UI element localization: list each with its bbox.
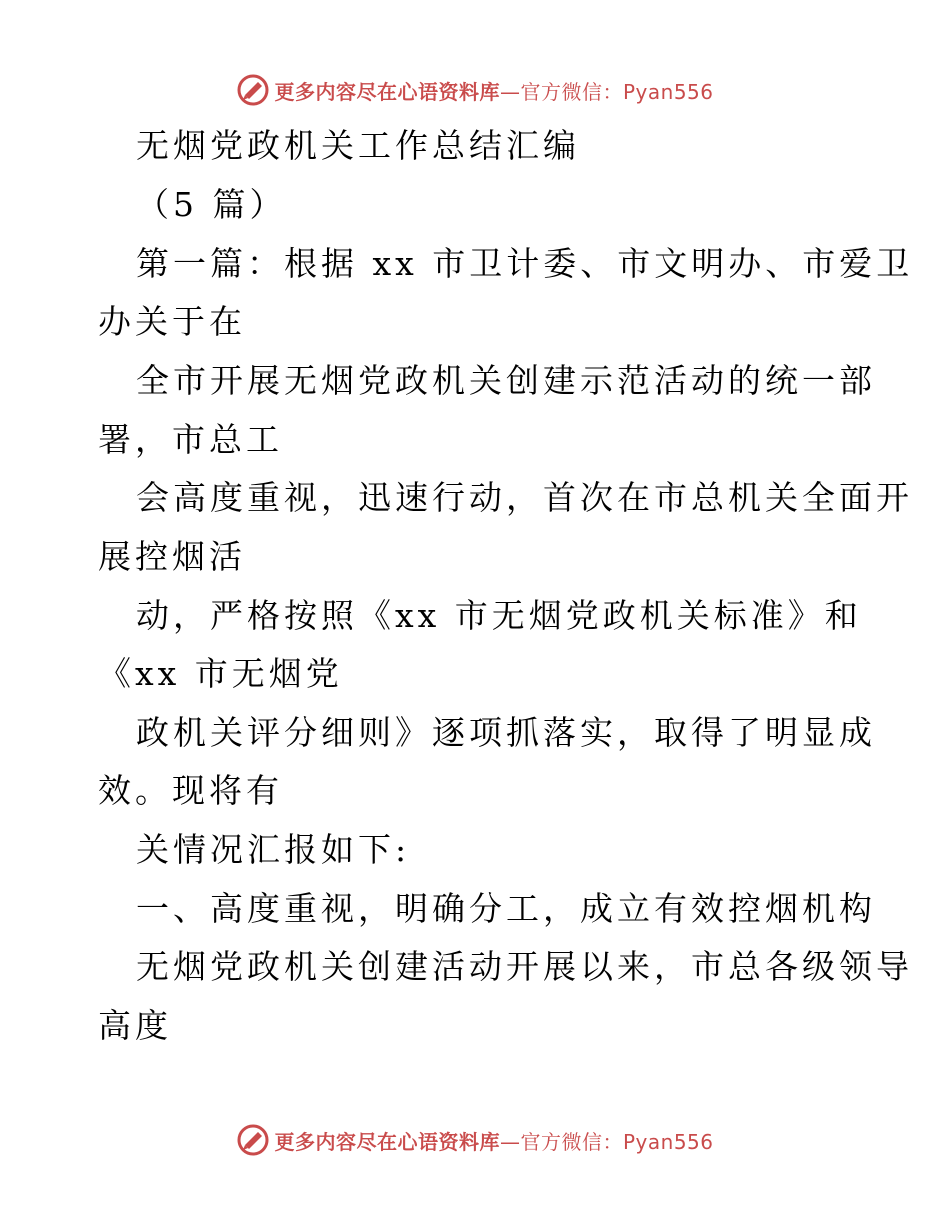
paragraph-line: 无烟党政机关创建活动开展以来，市总各级领导 <box>136 947 913 986</box>
pen-logo-icon <box>236 1123 270 1157</box>
paragraph-line: 关情况汇报如下: <box>136 830 411 869</box>
paragraph-line: 高度 <box>98 1006 172 1045</box>
paragraph-line: 第一篇：根据 xx 市卫计委、市文明办、市爱卫 <box>136 244 914 283</box>
footer-watermark <box>0 1120 950 1160</box>
paragraph-line: 办关于在 <box>98 302 246 341</box>
header-watermark <box>0 70 950 110</box>
paragraph-line: 会高度重视，迅速行动，首次在市总机关全面开 <box>136 478 913 517</box>
paragraph-line: 《xx 市无烟党 <box>98 654 343 693</box>
paragraph-line: 全市开展无烟党政机关创建示范活动的统一部 <box>136 361 876 400</box>
paragraph-line: 署，市总工 <box>98 420 283 459</box>
pen-logo-icon <box>236 73 270 107</box>
watermark-text: 更多内容尽在心语资料库—官方微信：Pyan556 <box>274 79 714 104</box>
paragraph-line: 展控烟活 <box>98 537 246 576</box>
paragraph-line: 效。现将有 <box>98 771 283 810</box>
section-heading: 一、高度重视，明确分工，成立有效控烟机构 <box>136 889 876 928</box>
watermark-text: 更多内容尽在心语资料库—官方微信：Pyan556 <box>274 1129 714 1154</box>
paragraph-line: 政机关评分细则》逐项抓落实，取得了明显成 <box>136 713 876 752</box>
paragraph-line: 动，严格按照《xx 市无烟党政机关标准》和 <box>136 596 862 635</box>
document-title: 无烟党政机关工作总结汇编 <box>136 126 580 165</box>
document-subtitle: （5 篇） <box>136 185 287 224</box>
